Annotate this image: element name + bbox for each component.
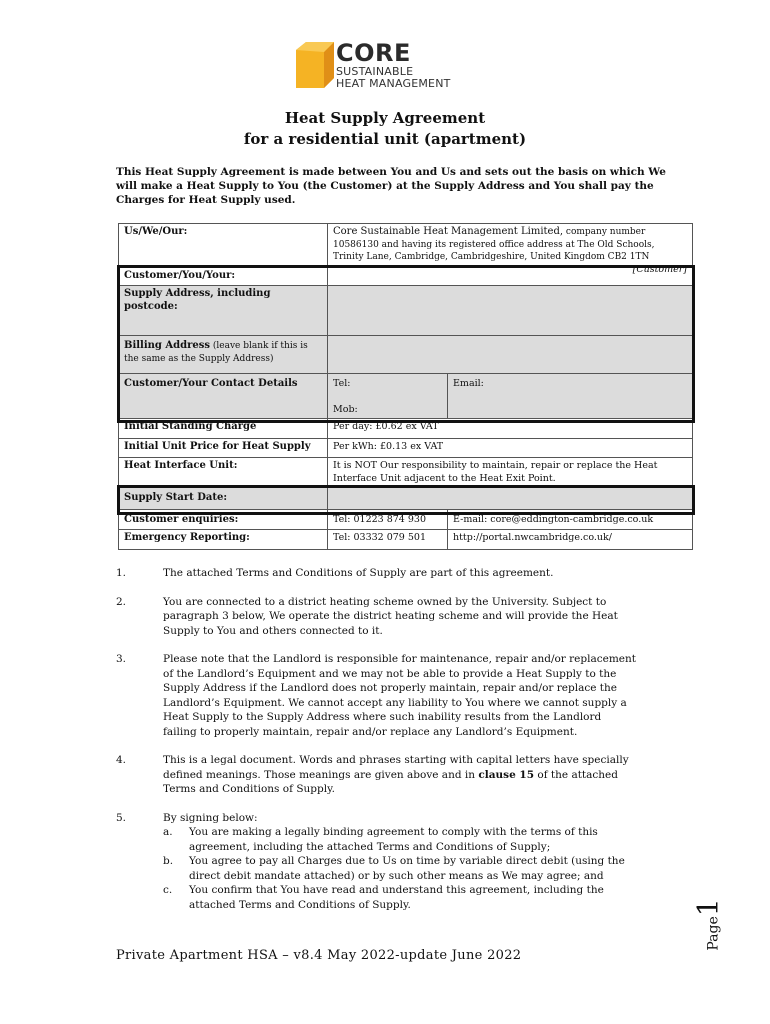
table-row-contact [119, 374, 693, 419]
clause-5-item-c: c. You confirm that You have read and understand this agreement, including the attached Terms and Conditions of Supply. [163, 884, 604, 911]
supply-address-label: Supply Address, including postcode: [119, 286, 328, 336]
hiu-label: Heat Interface Unit: [119, 458, 328, 488]
emergency-url[interactable]: http://portal.nwcambridge.co.uk/ [448, 530, 693, 550]
clause-number: 3. [116, 653, 127, 665]
unit-price-value: Per kWh: £0.13 ex VAT [328, 439, 693, 458]
enquiries-email[interactable]: E-mail: core@eddington-cambridge.co.uk [448, 510, 693, 530]
clause-text [163, 811, 636, 913]
contact-phone-field[interactable] [328, 374, 448, 419]
customer-label: Customer/You/Your: [119, 266, 328, 286]
title-line1: Heat Supply Agreement [284, 109, 486, 127]
intro-paragraph: This Heat Supply Agreement is made between You and Us and sets out the basis on which We will make a Heat Supply to You (the Customer) at the Supply Address and You shall pay the Charges for Heat Supply used. [116, 166, 666, 206]
logo-mark-icon [296, 42, 334, 88]
clause-1 [116, 566, 636, 581]
contact-label: Customer/Your Contact Details [119, 374, 328, 419]
billing-address-label: Billing Address (leave blank if this is the same as the Supply Address) [119, 336, 328, 374]
clause-number: 4. [116, 754, 127, 766]
clause-number: 5. [116, 811, 127, 824]
table-row-emergency [119, 530, 693, 550]
table-row-unit-price [119, 439, 693, 458]
supply-start-field[interactable] [328, 488, 693, 510]
standing-charge-value: Per day: £0.62 ex VAT [328, 419, 693, 439]
standing-charge-label: Initial Standing Charge [119, 419, 328, 439]
clause-text: You are connected to a district heating scheme owned by the University. Subject to paragraph 3 below, We operate the district heating scheme and will provide the Heat Supply to You and others connected to it. [163, 595, 618, 637]
clause-number: 1. [116, 567, 127, 579]
clause-5-item-b: b. You agree to pay all Charges due to Us on time by variable direct debit (using the direct debit mandate attached) or by such other means as We may agree; and [163, 855, 625, 882]
clause-text: The attached Terms and Conditions of Supply are part of this agreement. [163, 567, 554, 579]
supply-address-field[interactable] [328, 286, 693, 336]
table-row-enquiries [119, 510, 693, 530]
clause-5 [116, 811, 636, 913]
page-number-marker [691, 890, 725, 951]
enquiries-tel: Tel: 01223 874 930 [328, 510, 448, 530]
us-value [328, 224, 693, 286]
emergency-tel: Tel: 03332 079 501 [328, 530, 448, 550]
enquiries-label: Customer enquiries: [119, 510, 328, 530]
clause-5-intro: By signing below: [163, 811, 258, 824]
clause-4 [116, 753, 636, 797]
clause-2 [116, 595, 636, 639]
page-label: Page [705, 916, 722, 951]
contact-email-field[interactable] [448, 374, 693, 419]
logo-line1: SUSTAINABLE [336, 65, 414, 78]
table-row-heat-interface-unit [119, 458, 693, 488]
title-line2: for a residential unit (apartment) [243, 130, 527, 148]
hiu-value: It is NOT Our responsibility to maintain, repair or replace the Heat Interface Unit adjacent to the Heat Exit Point. [328, 458, 693, 488]
logo-wordmark [336, 40, 451, 90]
tel-label: Tel: [333, 378, 351, 389]
mob-label: Mob: [333, 403, 358, 415]
clause-number: 2. [116, 595, 127, 608]
logo-brand: CORE [336, 39, 411, 67]
clause-3 [116, 652, 636, 739]
us-company-name: Core Sustainable Heat Management Limited, [333, 226, 564, 237]
supply-start-label: Supply Start Date: [119, 488, 328, 510]
table-row-standing-charge [119, 419, 693, 439]
company-logo [296, 40, 486, 90]
agreement-details-table [118, 223, 693, 550]
us-label: Us/We/Our: [119, 224, 328, 266]
agreement-clauses [116, 566, 636, 926]
email-label: Email: [453, 378, 484, 389]
table-row-supply-start [119, 488, 693, 510]
billing-address-field[interactable] [328, 336, 693, 374]
clause-5-item-a: a. You are making a legally binding agreement to comply with the terms of this agreement, including the attached Terms and Conditions of Supply; [163, 826, 598, 853]
table-row-us [119, 224, 693, 266]
unit-price-label: Initial Unit Price for Heat Supply [119, 439, 328, 458]
us-company-details: company number 10586130 and having its registered office address at The Old Schools, Trinity Lane, Cambridge, Cambridgeshire, United Kingdom CB2 1TN [333, 227, 655, 262]
emergency-label: Emergency Reporting: [119, 530, 328, 550]
logo-line2: HEAT MANAGEMENT [336, 77, 451, 90]
clause-text: Please note that the Landlord is responsible for maintenance, repair and/or replacement of the Landlord’s Equipment and we may not be able to provide a Heat Supply to the Supply Address if the Landlord does not properly maintain, repair and/or replace the Landlord’s Equipment. We cannot accept any liability to You where we cannot supply a Heat Supply to the Supply Address where such inability results from the Landlord failing to properly maintain, repair and/or replace any Landlord’s Equipment. [163, 653, 636, 738]
customer-value: [Customer] [632, 263, 687, 275]
page-number: 1 [691, 898, 725, 917]
clause-15-reference: clause 15 [478, 768, 535, 781]
billing-address-note: (leave blank if this is the same as the Supply Address) [124, 341, 308, 364]
page-title [0, 108, 770, 150]
table-row-supply-address [119, 286, 693, 336]
table-row-billing-address [119, 336, 693, 374]
clause-text: This is a legal document. Words and phrases starting with capital letters have specially defined meanings. Those meanings are given above and in clause 15 of the attached Terms and Conditions of Supply. [163, 754, 629, 795]
document-footer: Private Apartment HSA – v8.4 May 2022-update June 2022 [116, 948, 522, 963]
